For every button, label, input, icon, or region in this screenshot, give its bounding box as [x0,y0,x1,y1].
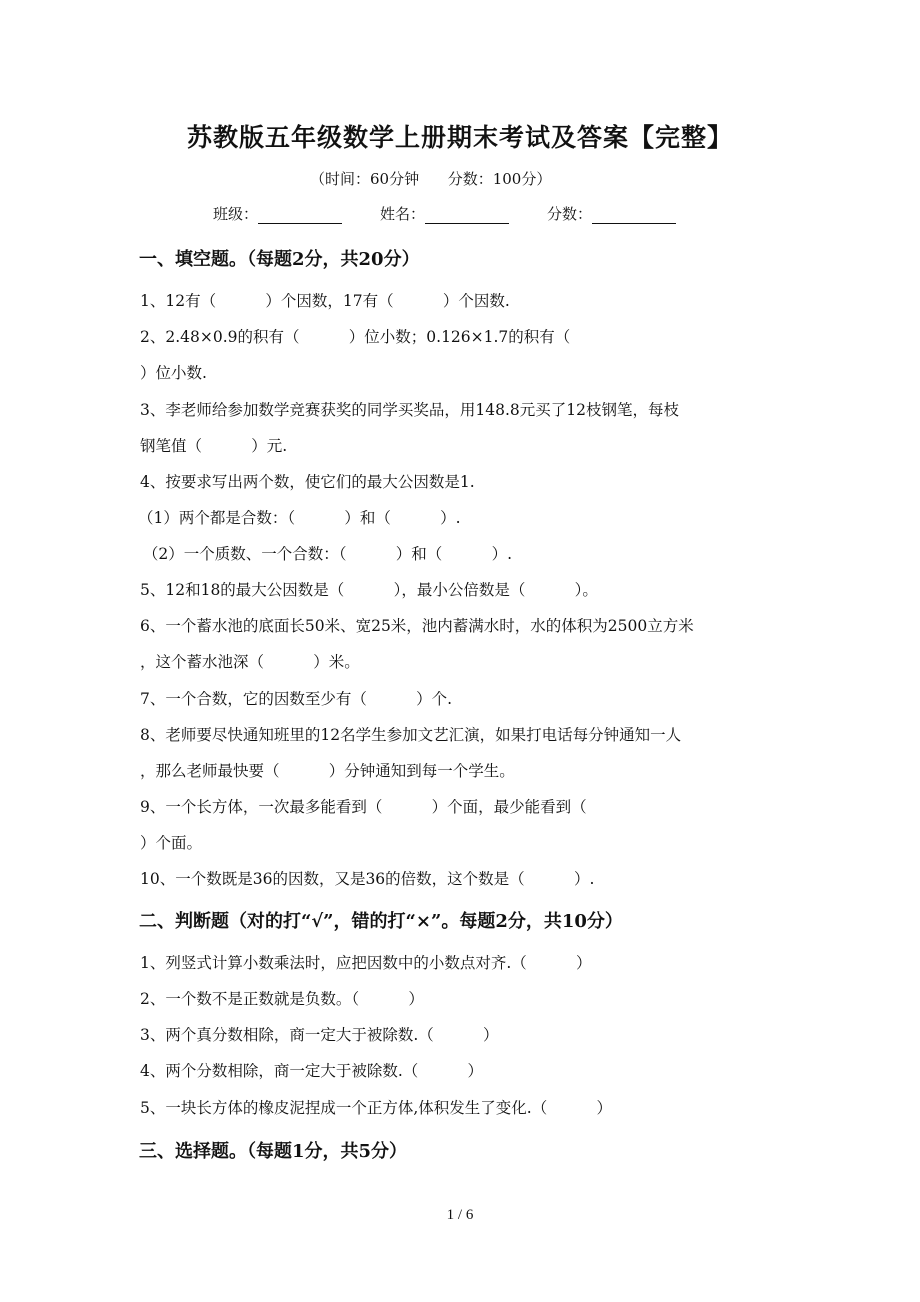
class-blank [258,207,342,224]
question-line: （1）两个都是合数：（ ）和（ ）. [138,509,461,527]
section-choice-heading: 三、选择题。（每题1分，共5分） [139,1141,408,1162]
student-info-row [213,203,714,224]
question-line: 1、12有（ ）个因数，17有（ ）个因数. [140,292,510,310]
question-line: 10、一个数既是36的因数，又是36的倍数，这个数是（ ）. [140,870,595,888]
section-true-false-heading: 二、判断题（对的打“√”，错的打“×”。每题2分，共10分） [139,911,623,932]
name-blank [425,207,509,224]
question-line: 钢笔值（ ）元. [140,437,288,455]
question-line: 1、列竖式计算小数乘法时，应把因数中的小数点对齐.（ ） [140,954,592,972]
question-line: ，那么老师最快要（ ）分钟通知到每一个学生。 [140,762,515,780]
page-title: 苏教版五年级数学上册期末考试及答案【完整】 [186,123,733,152]
question-line: 7、一个合数，它的因数至少有（ ）个. [140,690,453,708]
name-label: 姓名： [380,205,426,223]
class-label: 班级： [213,205,259,223]
question-line: 5、一块长方体的橡皮泥捏成一个正方体,体积发生了变化.（ ） [140,1099,612,1117]
question-line: ）位小数. [140,364,207,382]
question-line: 6、一个蓄水池的底面长50米、宽25米，池内蓄满水时，水的体积为2500立方米 [140,617,694,635]
score-blank [592,207,676,224]
score-field [547,203,676,224]
question-line: 8、老师要尽快通知班里的12名学生参加文艺汇演，如果打电话每分钟通知一人 [140,726,682,744]
name-field [380,203,509,224]
question-line: 9、一个长方体，一次最多能看到（ ）个面，最少能看到（ [140,798,587,816]
exam-time-score: （时间：60分钟 分数：100分） [310,170,552,188]
question-line: ）个面。 [140,834,203,852]
page-number: 1 / 6 [446,1207,474,1223]
question-line: （2）一个质数、一个合数：（ ）和（ ）. [138,545,513,563]
question-line: 3、李老师给参加数学竞赛获奖的同学买奖品，用148.8元买了12枝钢笔，每枝 [140,401,679,419]
question-line: ，这个蓄水池深（ ）米。 [140,653,360,671]
section-fill-blank-heading: 一、填空题。（每题2分，共20分） [139,249,420,270]
question-line: 5、12和18的最大公因数是（ ），最小公倍数是（ ）。 [140,581,598,599]
class-field [213,203,342,224]
question-line: 2、2.48×0.9的积有（ ）位小数；0.126×1.7的积有（ [140,328,571,346]
question-line: 4、两个分数相除，商一定大于被除数.（ ） [140,1062,484,1080]
question-line: 2、一个数不是正数就是负数。（ ） [140,990,424,1008]
score-label: 分数： [547,205,593,223]
question-line: 4、按要求写出两个数，使它们的最大公因数是1. [140,473,475,491]
question-line: 3、两个真分数相除，商一定大于被除数.（ ） [140,1026,499,1044]
